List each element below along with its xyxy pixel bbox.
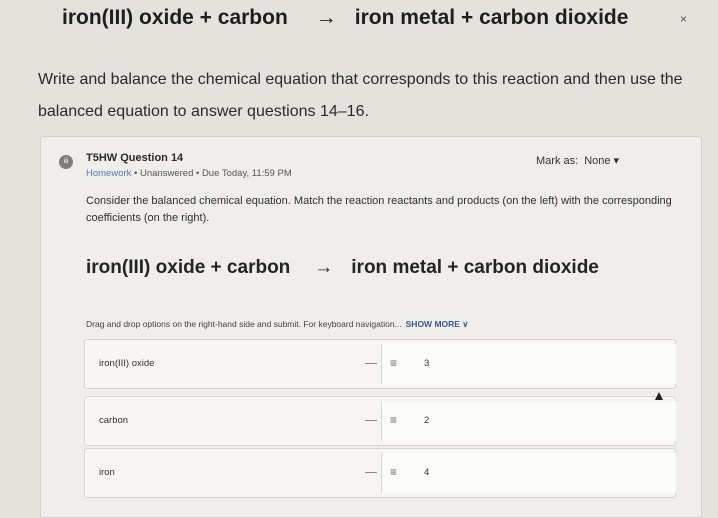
coefficient-option[interactable]: 4 xyxy=(424,467,430,478)
mark-as-dropdown[interactable]: None ▾ xyxy=(584,155,620,167)
question-equation xyxy=(86,257,599,279)
match-row-label: iron(III) oxide xyxy=(99,358,155,369)
show-more-button[interactable]: SHOW MORE ∨ xyxy=(405,319,469,329)
mark-as xyxy=(536,154,619,167)
header-equation xyxy=(62,6,628,30)
question-meta xyxy=(86,168,292,179)
drag-handle-icon[interactable]: ≡ xyxy=(390,465,398,479)
homework-link[interactable]: Homework xyxy=(86,168,132,179)
question-type-icon: iii xyxy=(59,155,73,169)
header-reactants: iron(III) oxide + carbon xyxy=(62,6,288,29)
drop-slot[interactable] xyxy=(381,453,676,493)
question-instructions: Consider the balanced chemical equation. Match the reaction reactants and products (on the left) with the corresponding coefficients (on the right). xyxy=(86,195,672,224)
question-status: • Unanswered • Due Today, 11:59 PM xyxy=(131,168,292,179)
mouse-cursor-icon xyxy=(655,392,663,400)
coefficient-option[interactable]: 2 xyxy=(424,415,430,426)
match-row-iron xyxy=(84,448,676,498)
match-row-carbon xyxy=(84,396,676,446)
question-products: iron metal + carbon dioxide xyxy=(351,257,599,278)
question-title: T5HW Question 14 xyxy=(86,152,184,164)
question-arrow: → xyxy=(314,257,334,278)
drop-slot[interactable] xyxy=(381,344,676,384)
match-row-iron-oxide xyxy=(84,339,676,389)
connector-line xyxy=(365,363,377,364)
drag-handle-icon[interactable]: ≡ xyxy=(390,356,398,370)
drag-text: Drag and drop options on the right-hand side and submit. For keyboard navigation... xyxy=(86,319,402,329)
match-row-label: carbon xyxy=(99,415,129,426)
drag-instructions xyxy=(86,319,469,330)
drop-slot[interactable] xyxy=(381,401,676,441)
coefficient-option[interactable]: 3 xyxy=(424,358,430,369)
intro-text: Write and balance the chemical equation that corresponds to this reaction and then use the balanced equation to answer questions 14–16. xyxy=(38,71,683,120)
close-icon[interactable]: × xyxy=(680,12,688,26)
mark-as-label: Mark as: xyxy=(536,155,579,167)
connector-line xyxy=(365,472,377,473)
header-products: iron metal + carbon dioxide xyxy=(354,6,629,29)
connector-line xyxy=(365,420,377,421)
match-row-label: iron xyxy=(99,467,115,478)
drag-handle-icon[interactable]: ≡ xyxy=(390,413,398,427)
header-arrow: → xyxy=(315,6,337,29)
question-reactants: iron(III) oxide + carbon xyxy=(86,257,291,278)
